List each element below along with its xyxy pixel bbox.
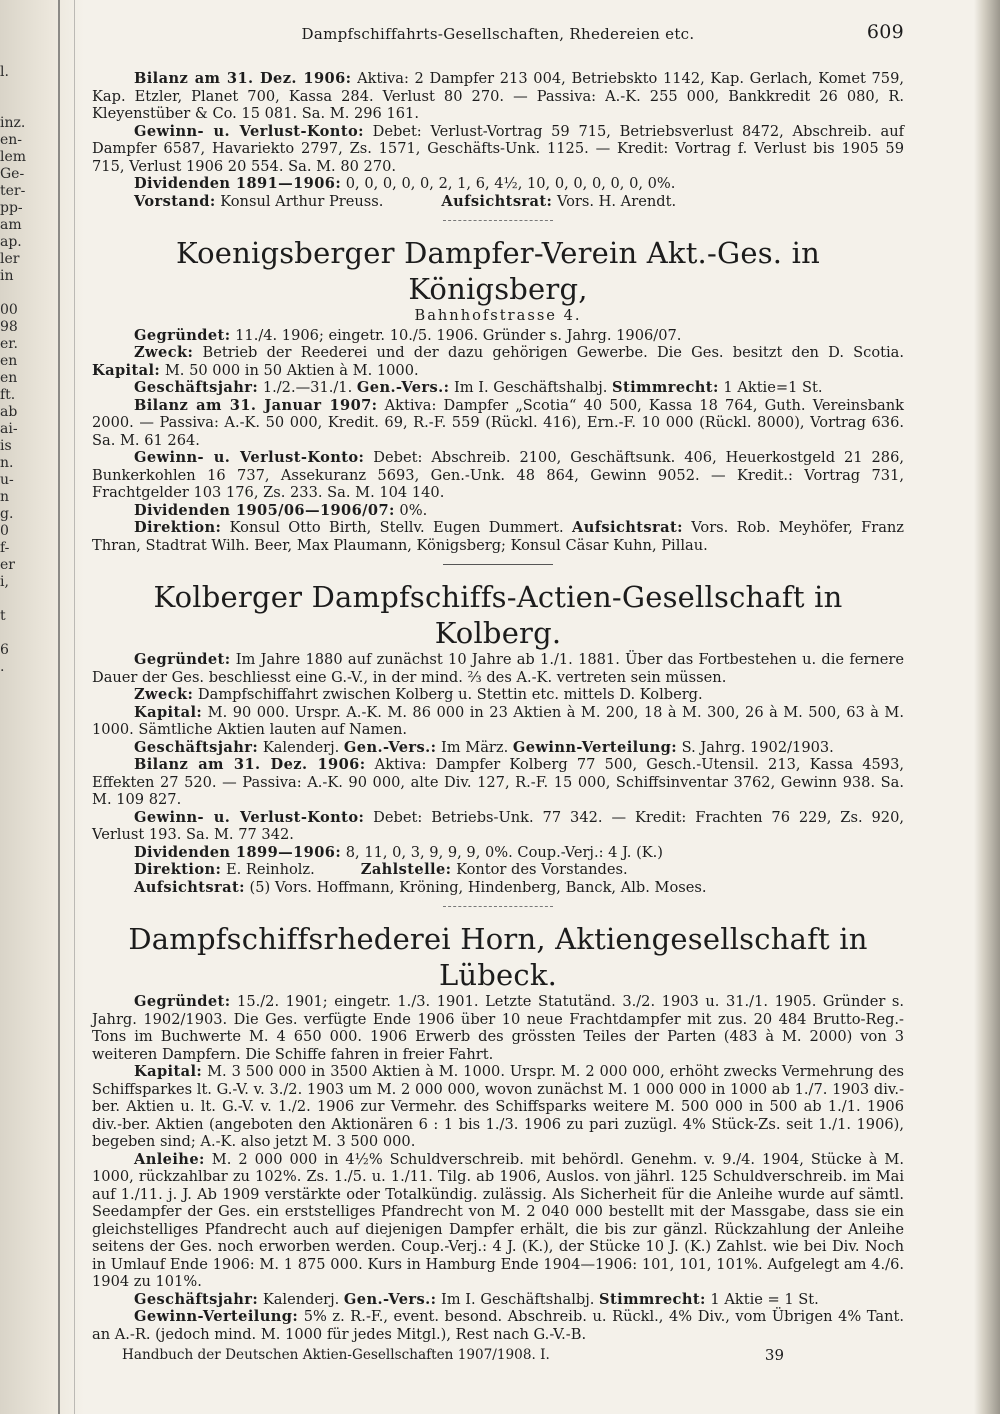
gewinn-verteilung-paragraph: Gewinn-Verteilung: 5% z. R.-F., event. besond. Abschreib. u. Rückl., 4% Div., vom Übrigen 4% Tant. an A.-R. (jedoch mind. M. 1000 für jedes Mitgl.), Rest nach G.-V.-B. xyxy=(92,1308,904,1343)
guv-paragraph: Gewinn- u. Verlust-Konto: Debet: Verlust-Vortrag 59 715, Betriebsverlust 8472, Abschreib. auf Dampfer 6587, Havariekto 2797, Zs. 1571, Geschäfts-Unk. 1125. — Kredit: Vortrag f. Verlust bis 1905 59 715, Verlust 1906 20 554. Sa. M. 80 270. xyxy=(92,122,904,175)
margin-fragment: en- xyxy=(0,132,23,148)
margin-fragment: Ge- xyxy=(0,166,25,182)
geschaeftsjahr-paragraph: Geschäftsjahr: Kalenderj. Gen.-Vers.: Im März. Gewinn-Verteilung: S. Jahrg. 1902/1903. xyxy=(134,738,834,756)
zweck-paragraph: Zweck: Dampfschiffahrt zwischen Kolberg u. Stettin etc. mittels D. Kolberg. xyxy=(134,686,703,703)
company-section-horn xyxy=(92,921,904,1343)
margin-fragment: f- xyxy=(0,540,10,556)
margin-fragment: en xyxy=(0,370,18,386)
page-footer xyxy=(92,1347,904,1365)
margin-fragment: am xyxy=(0,217,22,233)
guv-paragraph: Gewinn- u. Verlust-Konto: Debet: Abschreib. 2100, Geschäftsunk. 406, Heuerkostgeld 21 286, Bunkerkohlen 16 737, Assekuranz 5693, Gen.-Unk. 48 864, Gewinn 9052. — Kredit.: Vortrag 731, Frachtgelder 103 176, Zs. 233. Sa. M. 104 140. xyxy=(92,449,904,501)
guv-paragraph: Gewinn- u. Verlust-Konto: Debet: Betriebs-Unk. 77 342. — Kredit: Frachten 76 229, Zs. 920, Verlust 193. Sa. M. 77 342. xyxy=(92,808,904,843)
margin-fragment xyxy=(0,591,56,608)
page-edge-shadow xyxy=(974,0,1000,1414)
margin-fragment: in xyxy=(0,268,14,284)
margin-fragment: inz. xyxy=(0,115,26,131)
margin-fragment xyxy=(0,285,56,302)
zweck-paragraph: Zweck: Betrieb der Reederei und der dazu gehörigen Gewerbe. Die Ges. besitzt den D. Scotia. Kapital: M. 50 000 in 50 Aktien à M. 1000. xyxy=(92,344,904,379)
company-title: Kolberger Dampfschiffs-Actien-Gesellschaft in Kolberg. xyxy=(153,580,843,650)
bilanz-paragraph: Bilanz am 31. Dez. 1906: Aktiva: 2 Dampfer 213 004, Betriebskto 1142, Kap. Gerlach, Komet 759, Kap. Etzler, Planet 700, Kassa 284. Verlust 80 270. — Passiva: A.-K. 255 000, Bankkredit 26 080, R. Kleyenstüber & Co. 15 081. Sa. M. 296 161. xyxy=(92,70,904,122)
facing-page-margin-fragments xyxy=(0,64,56,676)
margin-fragment: ler xyxy=(0,251,20,267)
running-head-title: Dampfschiffahrts-Gesellschaften, Rhedereien etc. xyxy=(301,25,695,43)
margin-fragment: er xyxy=(0,557,15,573)
margin-fragment xyxy=(0,625,56,642)
margin-fragment: l. xyxy=(0,64,9,80)
margin-fragment: lem xyxy=(0,149,27,165)
company-address: Bahnhofstrasse 4. xyxy=(414,307,582,324)
footer-book-title: Handbuch der Deutschen Aktien-Gesellschaften 1907/1908. I. xyxy=(122,1347,550,1363)
margin-fragment: 98 xyxy=(0,319,18,335)
running-head xyxy=(92,21,904,52)
signature-mark: 39 xyxy=(764,1346,784,1364)
vorstand-paragraph: Vorstand: Konsul Arthur Preuss. Aufsichtsrat: Vors. H. Arendt. xyxy=(134,192,677,210)
company-title: Dampfschiffsrhederei Horn, Aktiengesellschaft in Lübeck. xyxy=(128,922,868,992)
dividenden-paragraph: Dividenden 1905/06—1906/07: 0%. xyxy=(134,501,428,519)
margin-fragment: 0 xyxy=(0,523,9,539)
geschaeftsjahr-paragraph: Geschäftsjahr: Kalenderj. Gen.-Vers.: Im I. Geschäftshalbj. Stimmrecht: 1 Aktie = 1 St. xyxy=(134,1290,819,1308)
margin-fragment: er. xyxy=(0,336,18,352)
margin-fragment: n xyxy=(0,489,10,505)
company-section-koenigsberg xyxy=(92,235,904,554)
margin-fragment: ai- xyxy=(0,421,18,437)
gegruendet-paragraph: Gegründet: 11./4. 1906; eingetr. 10./5. 1906. Gründer s. Jahrg. 1906/07. xyxy=(134,326,682,344)
gutter-line-inner xyxy=(74,0,75,1414)
section-divider xyxy=(443,906,553,907)
margin-fragment: ab xyxy=(0,404,18,420)
margin-fragment: u- xyxy=(0,472,14,488)
margin-fragment: t xyxy=(0,608,6,624)
kapital-paragraph: Kapital: M. 90 000. Urspr. A.-K. M. 86 000 in 23 Aktien à M. 200, 18 à M. 300, 26 à M. 500, 63 à M. 1000. Sämtliche Aktien lauten auf Namen. xyxy=(92,703,904,738)
margin-fragment: i, xyxy=(0,574,9,590)
margin-fragment: 00 xyxy=(0,302,18,318)
anleihe-paragraph: Anleihe: M. 2 000 000 in 4½% Schuldverschreib. mit behördl. Genehm. v. 9./4. 1904, Stücke à M. 1000, rückzahlbar zu 102%. Zs. 1./5. u. 1./11. Tilg. ab 1906, Auslos. von jährl. 125 Schuldverschreib. im Mai auf 1./11. j. J. Ab 1909 verstärkte oder Totalkündig. zulässig. Als Sicherheit für die Anleihe wurde auf sämtl. Seedampfer der Ges. ein erststelliges Pfandrecht von M. 2 040 000 bestellt mit der Massgabe, dass sie ein gleichstelliges Pfandrecht auch auf diejenigen Dampfer erhält, die bis zur gänzl. Rückzahlung der Anleihe seitens der Ges. noch erworben werden. Coup.-Verj.: 4 J. (K.), der Stücke 10 J. (K.) Zahlst. wie bei Div. Noch in Umlauf Ende 1906: M. 1 875 000. Kurs in Hamburg Ende 1904—1906: 101, 101, 101%. Aufgelegt am 4./6. 1904 zu 101%. xyxy=(92,1150,904,1290)
margin-fragment: . xyxy=(0,659,5,675)
margin-fragment xyxy=(0,98,56,115)
aufsichtsrat-paragraph: Aufsichtsrat: (5) Vors. Hoffmann, Kröning, Hindenberg, Banck, Alb. Moses. xyxy=(134,878,707,896)
margin-fragment: n. xyxy=(0,455,14,471)
margin-fragment xyxy=(0,81,56,98)
gutter-line xyxy=(58,0,60,1414)
dividenden-paragraph: Dividenden 1899—1906: 8, 11, 0, 3, 9, 9, 9, 0%. Coup.-Verj.: 4 J. (K.) xyxy=(134,843,663,861)
gegruendet-paragraph: Gegründet: 15./2. 1901; eingetr. 1./3. 1901. Letzte Statutänd. 3./2. 1903 u. 31./1. 1905. Gründer s. Jahrg. 1902/1903. Die Ges. verfügte Ende 1906 über 10 neue Frachtdampfer mit zus. 20 484 Brutto-Reg.-Tons im Buchwerte M. 4 650 000. 1906 Erwerb des grössten Teiles der Parten (483 à M. 2000) von 3 weiteren Dampfern. Die Schiffe fahren in freier Fahrt. xyxy=(92,993,904,1063)
kapital-paragraph: Kapital: M. 3 500 000 in 3500 Aktien à M. 1000. Urspr. M. 2 000 000, erhöht zwecks Vermehrung des Schiffsparkes lt. G.-V. v. 3./2. 1903 um M. 2 000 000, wovon zunächst M. 1 000 000 in 1000 ab 1./7. 1903 div.-ber. Aktien u. lt. G.-V. v. 1./2. 1906 zur Vermehr. des Schiffsparks weitere M. 500 000 in 500 ab 1./1. 1906 div.-ber. Aktien (angeboten den Aktionären 6 : 1 bis 1./3. 1906 zu pari zuzügl. 4% Stück-Zs. seit 1./1. 1906), begeben sind; A.-K. also jetzt M. 3 500 000. xyxy=(92,1063,904,1150)
previous-company-section xyxy=(92,70,904,210)
company-title: Koenigsberger Dampfer-Verein Akt.-Ges. in Königsberg, xyxy=(176,236,820,306)
section-divider xyxy=(443,564,553,565)
margin-fragment: is xyxy=(0,438,12,454)
direktion-paragraph: Direktion: Konsul Otto Birth, Stellv. Eugen Dummert. Aufsichtsrat: Vors. Rob. Meyhöfer, Franz Thran, Stadtrat Wilh. Beer, Max Plaumann, Königsberg; Konsul Cäsar Kuhn, Pillau. xyxy=(92,519,904,554)
geschaeftsjahr-paragraph: Geschäftsjahr: 1./2.—31./1. Gen.-Vers.: Im I. Geschäftshalbj. Stimmrecht: 1 Aktie=1 St. xyxy=(134,379,823,396)
company-section-kolberg xyxy=(92,579,904,896)
bilanz-paragraph: Bilanz am 31. Januar 1907: Aktiva: Dampfer „Scotia“ 40 500, Kassa 18 764, Guth. Vereinsbank 2000. — Passiva: A.-K. 50 000, Kredit. 69, R.-F. 559 (Rückl. 416), Ern.-F. 10 000 (Rückl. 8000), Vortrag 636. Sa. M. 61 264. xyxy=(92,396,904,449)
margin-fragment: g. xyxy=(0,506,14,522)
margin-fragment: ap. xyxy=(0,234,22,250)
page-number: 609 xyxy=(866,21,904,43)
bilanz-paragraph: Bilanz am 31. Dez. 1906: Aktiva: Dampfer Kolberg 77 500, Gesch.-Utensil. 213, Kassa 4593, Effekten 27 520. — Passiva: A.-K. 90 000, alte Div. 127, R.-F. 15 000, Schiffsinventar 3762, Gewinn 938. Sa. M. 109 827. xyxy=(92,756,904,808)
margin-fragment: 6 xyxy=(0,642,9,658)
direktion-paragraph: Direktion: E. Reinholz. Zahlstelle: Kontor des Vorstandes. xyxy=(134,861,628,878)
margin-fragment: ft. xyxy=(0,387,16,403)
section-divider xyxy=(443,220,553,221)
page-content xyxy=(92,21,904,1365)
margin-fragment: ter- xyxy=(0,183,26,199)
dividenden-paragraph: Dividenden 1891—1906: 0, 0, 0, 0, 0, 2, 1, 6, 4½, 10, 0, 0, 0, 0, 0, 0%. xyxy=(134,175,676,192)
margin-fragment: pp- xyxy=(0,200,23,216)
gegruendet-paragraph: Gegründet: Im Jahre 1880 auf zunächst 10 Jahre ab 1./1. 1881. Über das Fortbestehen u. die fernere Dauer der Ges. beschliesst eine G.-V., in der mind. ⅔ des A.-K. vertreten sein müssen. xyxy=(92,651,904,686)
margin-fragment: en xyxy=(0,353,18,369)
